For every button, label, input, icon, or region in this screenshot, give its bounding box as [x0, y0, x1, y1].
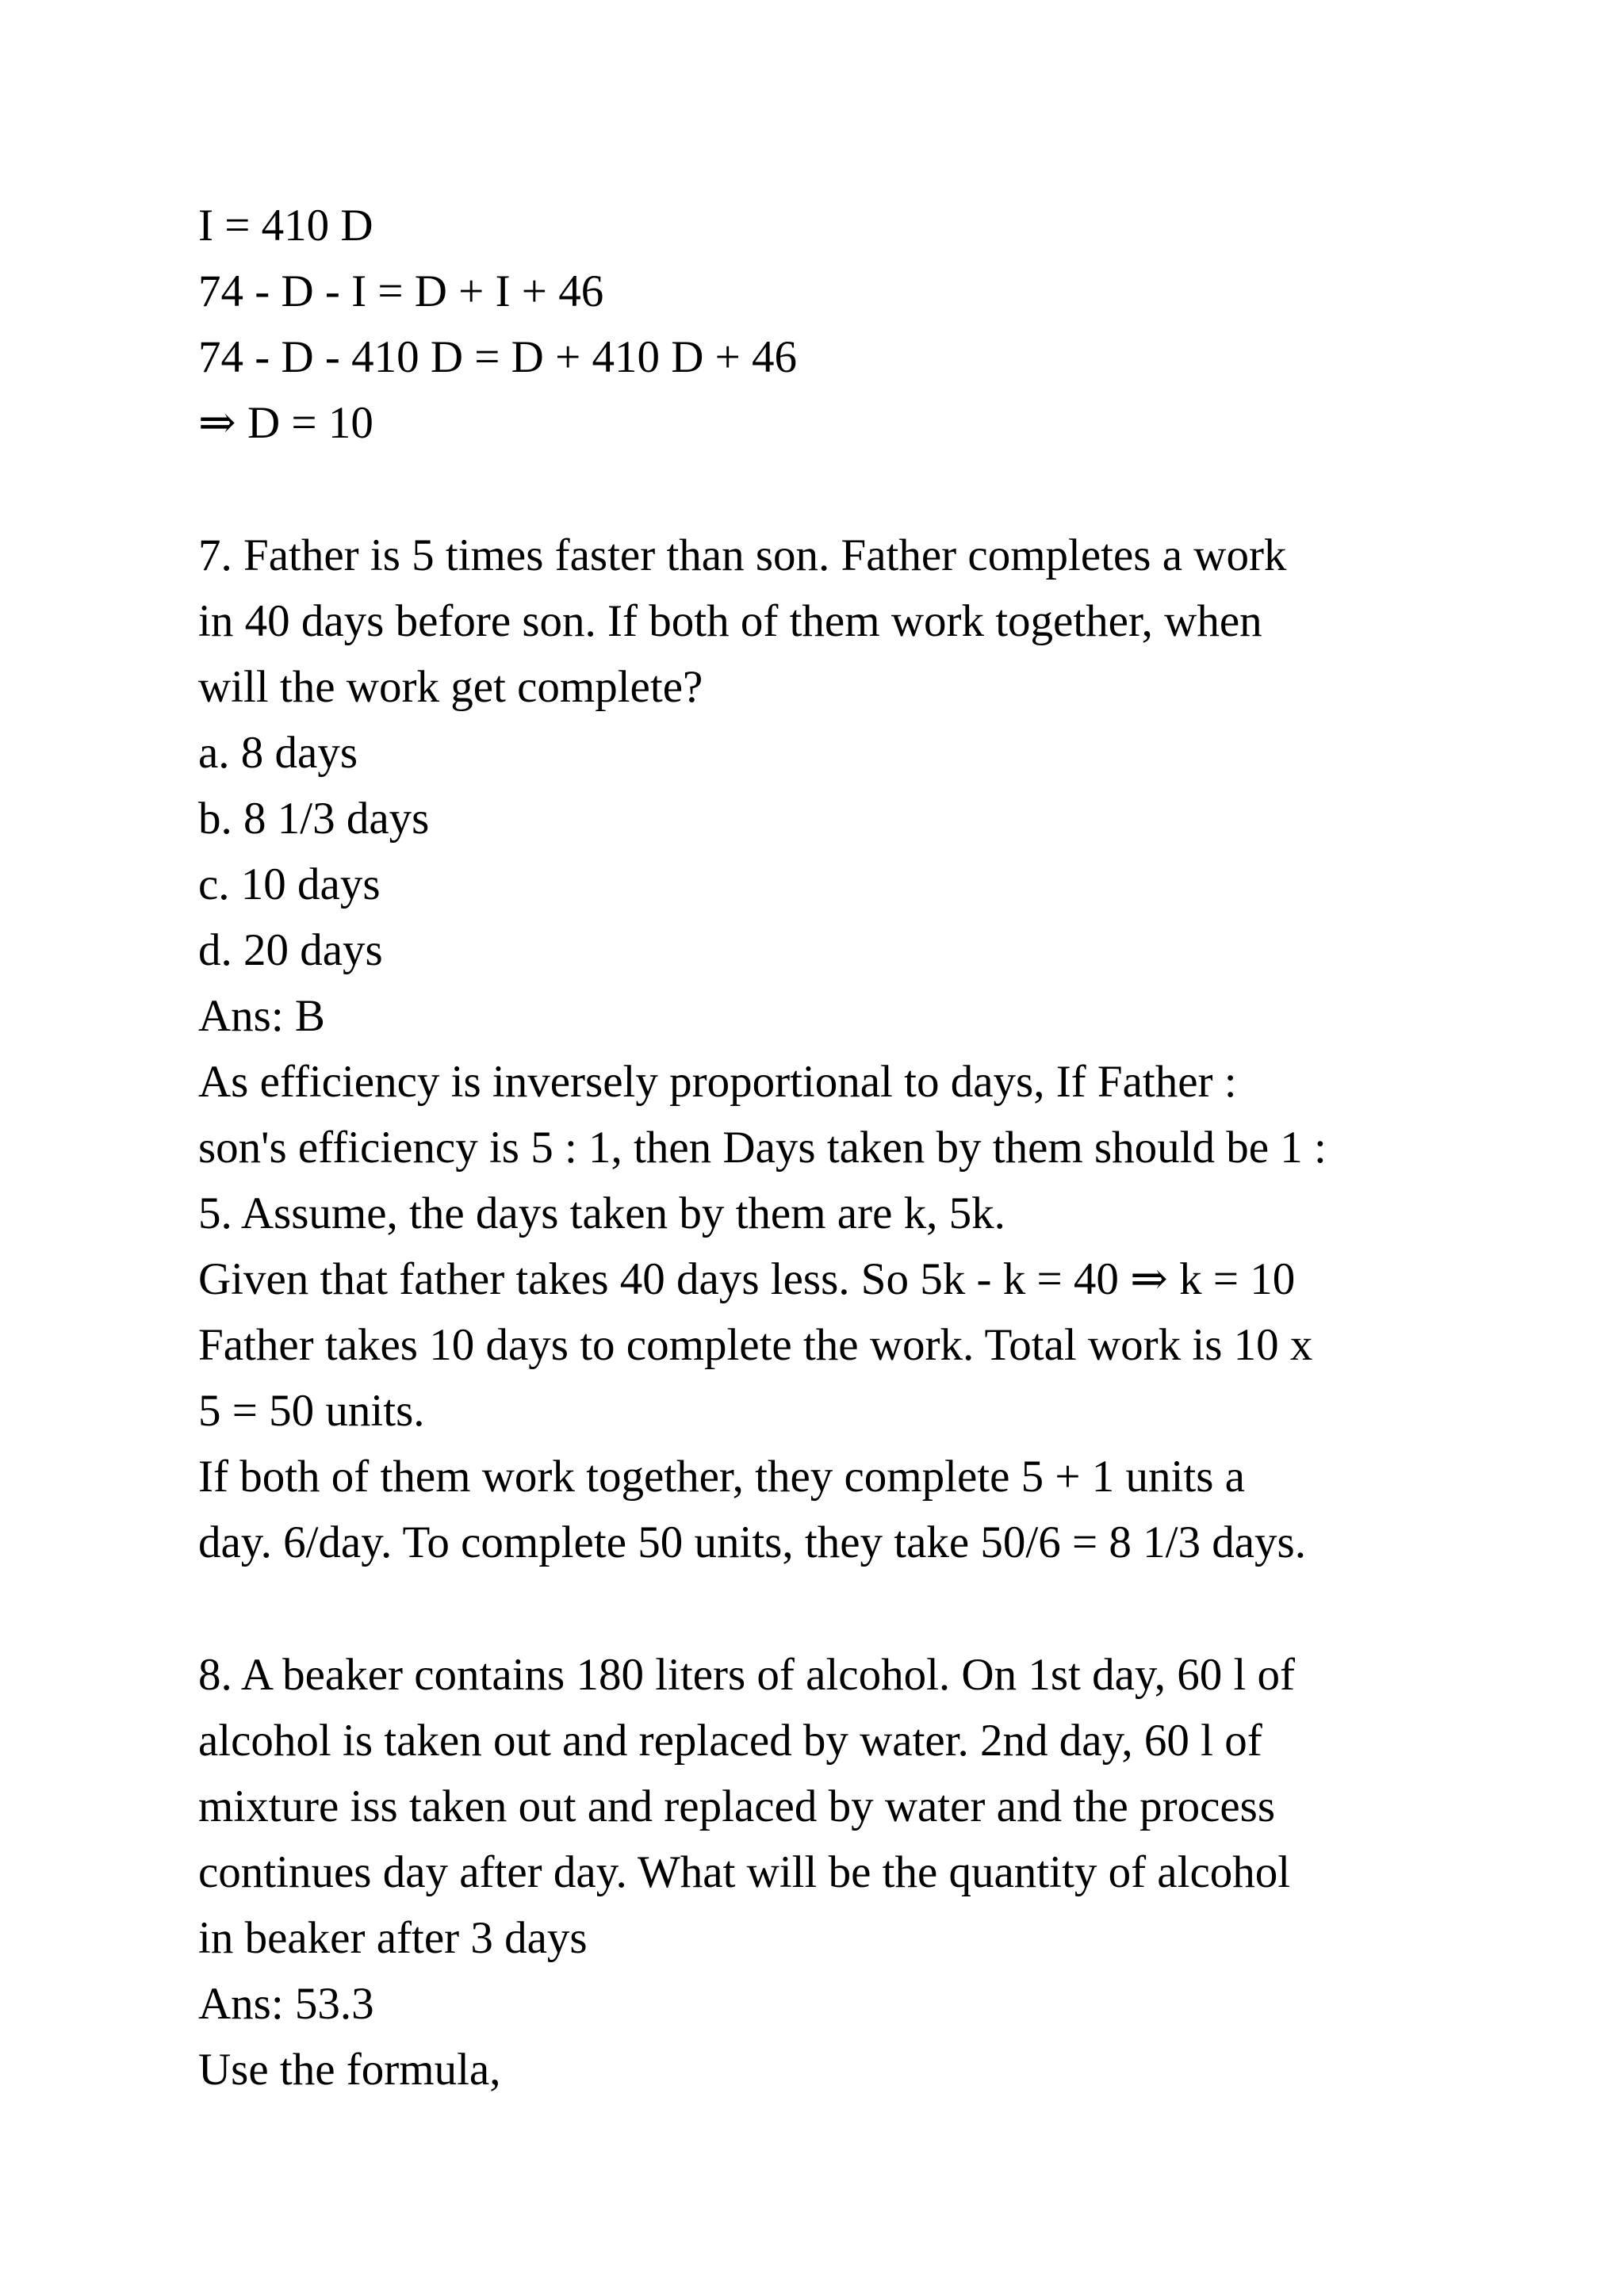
explanation-line: 5 = 50 units.: [198, 1386, 425, 1436]
question-7-text: in 40 days before son. If both of them work together, when: [198, 596, 1262, 646]
equation-line: I = 410 D: [198, 201, 373, 251]
option-c: c. 10 days: [198, 859, 381, 909]
option-a: a. 8 days: [198, 728, 358, 778]
equation-line: ⇒ D = 10: [198, 398, 373, 448]
question-7-text: will the work get complete?: [198, 662, 703, 712]
explanation-line: day. 6/day. To complete 50 units, they take 50/6 = 8 1/3 days.: [198, 1517, 1306, 1567]
question-8-text: continues day after day. What will be the quantity of alcohol: [198, 1847, 1291, 1897]
question-8-text: alcohol is taken out and replaced by water. 2nd day, 60 l of: [198, 1716, 1262, 1766]
question-8-text: in beaker after 3 days: [198, 1913, 588, 1963]
explanation-line: Given that father takes 40 days less. So 5k - k = 40 ⇒ k = 10: [198, 1254, 1296, 1304]
explanation-line: Father takes 10 days to complete the work. Total work is 10 x: [198, 1320, 1313, 1370]
explanation-line: If both of them work together, they complete 5 + 1 units a: [198, 1452, 1245, 1502]
explanation-line: 5. Assume, the days taken by them are k, 5k.: [198, 1188, 1005, 1238]
explanation-line: son's efficiency is 5 : 1, then Days taken by them should be 1 :: [198, 1123, 1327, 1173]
option-d: d. 20 days: [198, 925, 383, 975]
equation-line: 74 - D - I = D + I + 46: [198, 266, 604, 316]
explanation-line: Use the formula,: [198, 2045, 501, 2095]
explanation-line: As efficiency is inversely proportional to days, If Father :: [198, 1057, 1237, 1107]
option-b: b. 8 1/3 days: [198, 794, 430, 844]
answer-line: Ans: B: [198, 991, 325, 1041]
equation-line: 74 - D - 410 D = D + 410 D + 46: [198, 332, 798, 382]
answer-line: Ans: 53.3: [198, 1979, 374, 2029]
question-7-text: 7. Father is 5 times faster than son. Father completes a work: [198, 530, 1287, 580]
question-8-text: mixture iss taken out and replaced by water and the process: [198, 1781, 1276, 1831]
question-8-text: 8. A beaker contains 180 liters of alcohol. On 1st day, 60 l of: [198, 1650, 1296, 1700]
